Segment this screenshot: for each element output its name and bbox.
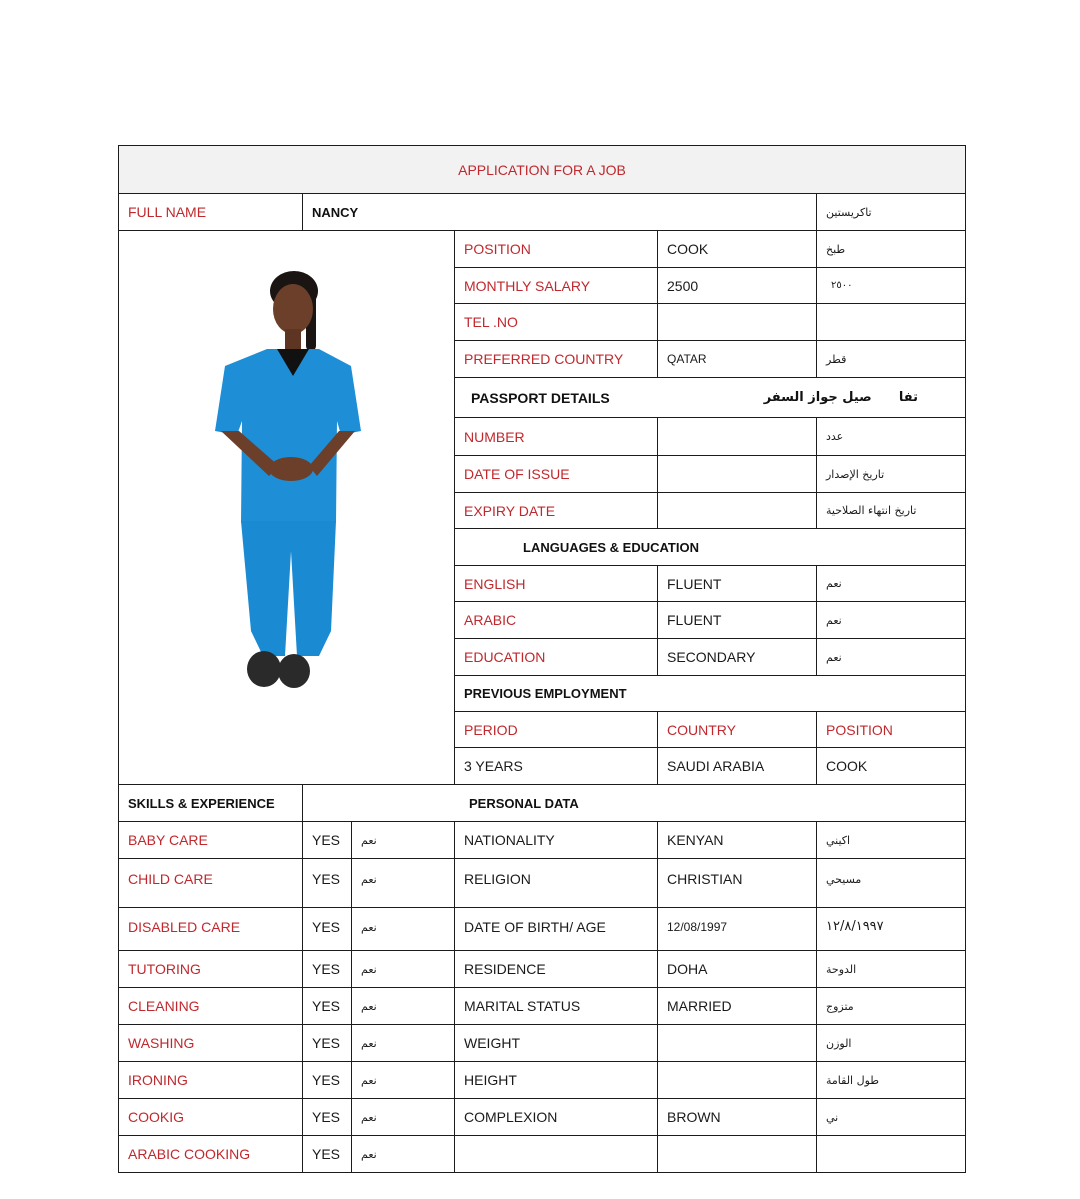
- skill-child-care-label: CHILD CARE: [118, 858, 303, 908]
- skill-disabled-care-value: YES: [302, 907, 352, 951]
- candidate-photo: [119, 231, 455, 785]
- personal-heading: PERSONAL DATA: [302, 784, 966, 822]
- english-arabic: نعم: [816, 565, 966, 602]
- marital-status-value: MARRIED: [657, 987, 817, 1025]
- skill-baby-care-label: BABY CARE: [118, 821, 303, 859]
- residence-value: DOHA: [657, 950, 817, 988]
- complexion-value: BROWN: [657, 1098, 817, 1136]
- complexion-label: COMPLEXION: [454, 1098, 658, 1136]
- skill-baby-care-arabic: نعم: [351, 821, 455, 859]
- salary-arabic: ٢٥٠٠: [816, 267, 966, 304]
- preferred-country-label: PREFERRED COUNTRY: [454, 340, 658, 378]
- position-value: COOK: [657, 230, 817, 268]
- education-label: EDUCATION: [454, 638, 658, 676]
- employment-col-period: PERIOD: [454, 711, 658, 748]
- employment-country: SAUDI ARABIA: [657, 747, 817, 785]
- skill-tutoring-label: TUTORING: [118, 950, 303, 988]
- weight-arabic: الوزن: [816, 1024, 966, 1062]
- skills-heading: SKILLS & EXPERIENCE: [118, 784, 303, 822]
- full-name-label: FULL NAME: [118, 193, 303, 231]
- position-label: POSITION: [454, 230, 658, 268]
- arabic-value: FLUENT: [657, 601, 817, 639]
- preferred-country-arabic: قطر: [816, 340, 966, 378]
- personal-empty-label: [454, 1135, 658, 1173]
- dob-value: 12/08/1997: [657, 907, 817, 951]
- employment-col-country: COUNTRY: [657, 711, 817, 748]
- skill-cooking-label: COOKIG: [118, 1098, 303, 1136]
- residence-arabic: الدوحة: [816, 950, 966, 988]
- religion-arabic: مسيحي: [816, 858, 966, 908]
- skill-washing-arabic: نعم: [351, 1024, 455, 1062]
- date-of-issue-label: DATE OF ISSUE: [454, 455, 658, 493]
- weight-label: WEIGHT: [454, 1024, 658, 1062]
- height-value: [657, 1061, 817, 1099]
- employment-heading: PREVIOUS EMPLOYMENT: [454, 675, 966, 712]
- religion-label: RELIGION: [454, 858, 658, 908]
- skill-child-care-value: YES: [302, 858, 352, 908]
- skill-arabic-cooking-arabic: نعم: [351, 1135, 455, 1173]
- skill-washing-label: WASHING: [118, 1024, 303, 1062]
- skill-cleaning-arabic: نعم: [351, 987, 455, 1025]
- dob-label: DATE OF BIRTH/ AGE: [454, 907, 658, 951]
- nationality-label: NATIONALITY: [454, 821, 658, 859]
- tel-label: TEL .NO: [454, 303, 658, 341]
- expiry-date-arabic: تاريخ انتهاء الصلاحية: [816, 492, 966, 529]
- expiry-date-label: EXPIRY DATE: [454, 492, 658, 529]
- marital-status-label: MARITAL STATUS: [454, 987, 658, 1025]
- personal-empty-arabic: [816, 1135, 966, 1173]
- skill-ironing-label: IRONING: [118, 1061, 303, 1099]
- tel-value: [657, 303, 817, 341]
- expiry-date-value: [657, 492, 817, 529]
- employment-period: 3 YEARS: [454, 747, 658, 785]
- skill-child-care-arabic: نعم: [351, 858, 455, 908]
- position-arabic: طبخ: [816, 230, 966, 268]
- salary-label: MONTHLY SALARY: [454, 267, 658, 304]
- arabic-label: ARABIC: [454, 601, 658, 639]
- skill-disabled-care-label: DISABLED CARE: [118, 907, 303, 951]
- form-title: APPLICATION FOR A JOB: [118, 145, 966, 194]
- skill-baby-care-value: YES: [302, 821, 352, 859]
- marital-status-arabic: متزوج: [816, 987, 966, 1025]
- preferred-country-value: QATAR: [657, 340, 817, 378]
- date-of-issue-arabic: تاريخ الإصدار: [816, 455, 966, 493]
- weight-value: [657, 1024, 817, 1062]
- dob-arabic: ١٢/٨/١٩٩٧: [816, 907, 966, 951]
- skill-arabic-cooking-label: ARABIC COOKING: [118, 1135, 303, 1173]
- passport-number-value: [657, 417, 817, 456]
- tel-arabic: [816, 303, 966, 341]
- religion-value: CHRISTIAN: [657, 858, 817, 908]
- passport-heading-label: PASSPORT DETAILS: [471, 389, 610, 406]
- skill-cleaning-label: CLEANING: [118, 987, 303, 1025]
- skill-disabled-care-arabic: نعم: [351, 907, 455, 951]
- english-label: ENGLISH: [454, 565, 658, 602]
- residence-label: RESIDENCE: [454, 950, 658, 988]
- nationality-value: KENYAN: [657, 821, 817, 859]
- skill-tutoring-value: YES: [302, 950, 352, 988]
- arabic-arabic: نعم: [816, 601, 966, 639]
- employment-position: COOK: [816, 747, 966, 785]
- full-name-value: NANCY: [302, 193, 817, 231]
- english-value: FLUENT: [657, 565, 817, 602]
- skill-cooking-value: YES: [302, 1098, 352, 1136]
- nationality-arabic: اكيني: [816, 821, 966, 859]
- employment-col-position: POSITION: [816, 711, 966, 748]
- skill-washing-value: YES: [302, 1024, 352, 1062]
- skill-ironing-value: YES: [302, 1061, 352, 1099]
- passport-heading-arabic: تفا صيل جواز السفر: [763, 390, 918, 405]
- full-name-arabic: تاكريستين: [816, 193, 966, 231]
- salary-value: 2500: [657, 267, 817, 304]
- passport-number-label: NUMBER: [454, 417, 658, 456]
- height-label: HEIGHT: [454, 1061, 658, 1099]
- photo-cell: [118, 230, 455, 785]
- passport-heading: [454, 377, 966, 418]
- education-arabic: نعم: [816, 638, 966, 676]
- height-arabic: طول القامة: [816, 1061, 966, 1099]
- skill-cleaning-value: YES: [302, 987, 352, 1025]
- skill-ironing-arabic: نعم: [351, 1061, 455, 1099]
- passport-number-arabic: عدد: [816, 417, 966, 456]
- date-of-issue-value: [657, 455, 817, 493]
- skill-tutoring-arabic: نعم: [351, 950, 455, 988]
- education-value: SECONDARY: [657, 638, 817, 676]
- languages-heading: LANGUAGES & EDUCATION: [454, 528, 966, 566]
- skill-arabic-cooking-value: YES: [302, 1135, 352, 1173]
- complexion-arabic: ني: [816, 1098, 966, 1136]
- personal-empty-value: [657, 1135, 817, 1173]
- skill-cooking-arabic: نعم: [351, 1098, 455, 1136]
